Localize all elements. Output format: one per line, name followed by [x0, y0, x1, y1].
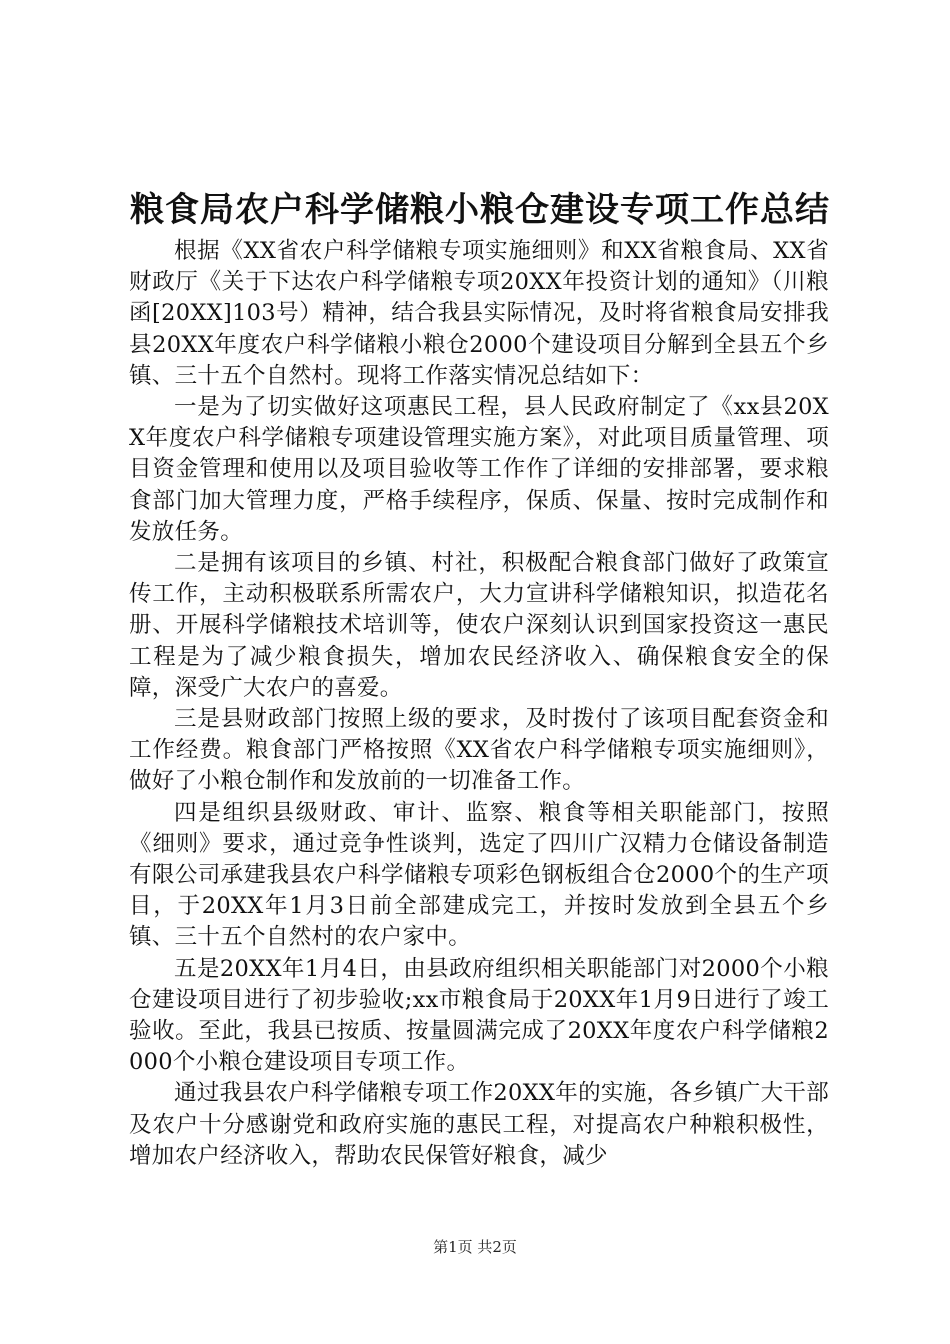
- document-title: 粮食局农户科学储粮小粮仓建设专项工作总结: [130, 190, 830, 230]
- paragraph-item-1: 一是为了切实做好这项惠民工程，县人民政府制定了《xx县20XX年度农户科学储粮专项建设管理实施方案》，对此项目质量管理、项目资金管理和使用以及项目验收等工作作了详细的安排部署，要求粮食部门加大管理力度，严格手续程序，保质、保量、按时完成制作和发放任务。: [129, 394, 829, 545]
- paragraph-conclusion: 通过我县农户科学储粮专项工作20XX年的实施，各乡镇广大干部及农户十分感谢党和政府实施的惠民工程，对提高农户种粮积极性，增加农户经济收入，帮助农民保管好粮食，减少: [129, 1080, 829, 1169]
- page-number-footer: 第1页 共2页: [433, 1238, 517, 1256]
- paragraph-item-2: 二是拥有该项目的乡镇、村社，积极配合粮食部门做好了政策宣传工作，主动积极联系所需农户，大力宣讲科学储粮知识，拟造花名册、开展科学储粮技术培训等，使农户深刻认识到国家投资这一惠民工程是为了减少粮食损失，增加农民经济收入、确保粮食安全的保障，深受广大农户的喜爱。: [129, 550, 829, 701]
- paragraph-intro: 根据《XX省农户科学储粮专项实施细则》和XX省粮食局、XX省财政厅《关于下达农户科学储粮专项20XX年投资计划的通知》（川粮函[20XX]103号）精神，结合我县实际情况，及时将省粮食局安排我县20XX年度农户科学储粮小粮仓2000个建设项目分解到全县五个乡镇、三十五个自然村。现将工作落实情况总结如下：: [129, 238, 829, 389]
- paragraph-item-3: 三是县财政部门按照上级的要求，及时拨付了该项目配套资金和工作经费。粮食部门严格按照《XX省农户科学储粮专项实施细则》，做好了小粮仓制作和发放前的一切准备工作。: [129, 706, 829, 795]
- paragraph-item-4: 四是组织县级财政、审计、监察、粮食等相关职能部门，按照《细则》要求，通过竞争性谈判，选定了四川广汉精力仓储设备制造有限公司承建我县农户科学储粮专项彩色钢板组合仓2000个的生产项目，于20XX年1月3日前全部建成完工，并按时发放到全县五个乡镇、三十五个自然村的农户家中。: [129, 799, 829, 951]
- paragraph-item-5: 五是20XX年1月4日，由县政府组织相关职能部门对2000个小粮仓建设项目进行了初步验收;xx市粮食局于20XX年1月9日进行了竣工验收。至此，我县已按质、按量圆满完成了20XX年度农户科学储粮2000个小粮仓建设项目专项工作。: [129, 955, 829, 1076]
- document-body: [129, 236, 829, 1172]
